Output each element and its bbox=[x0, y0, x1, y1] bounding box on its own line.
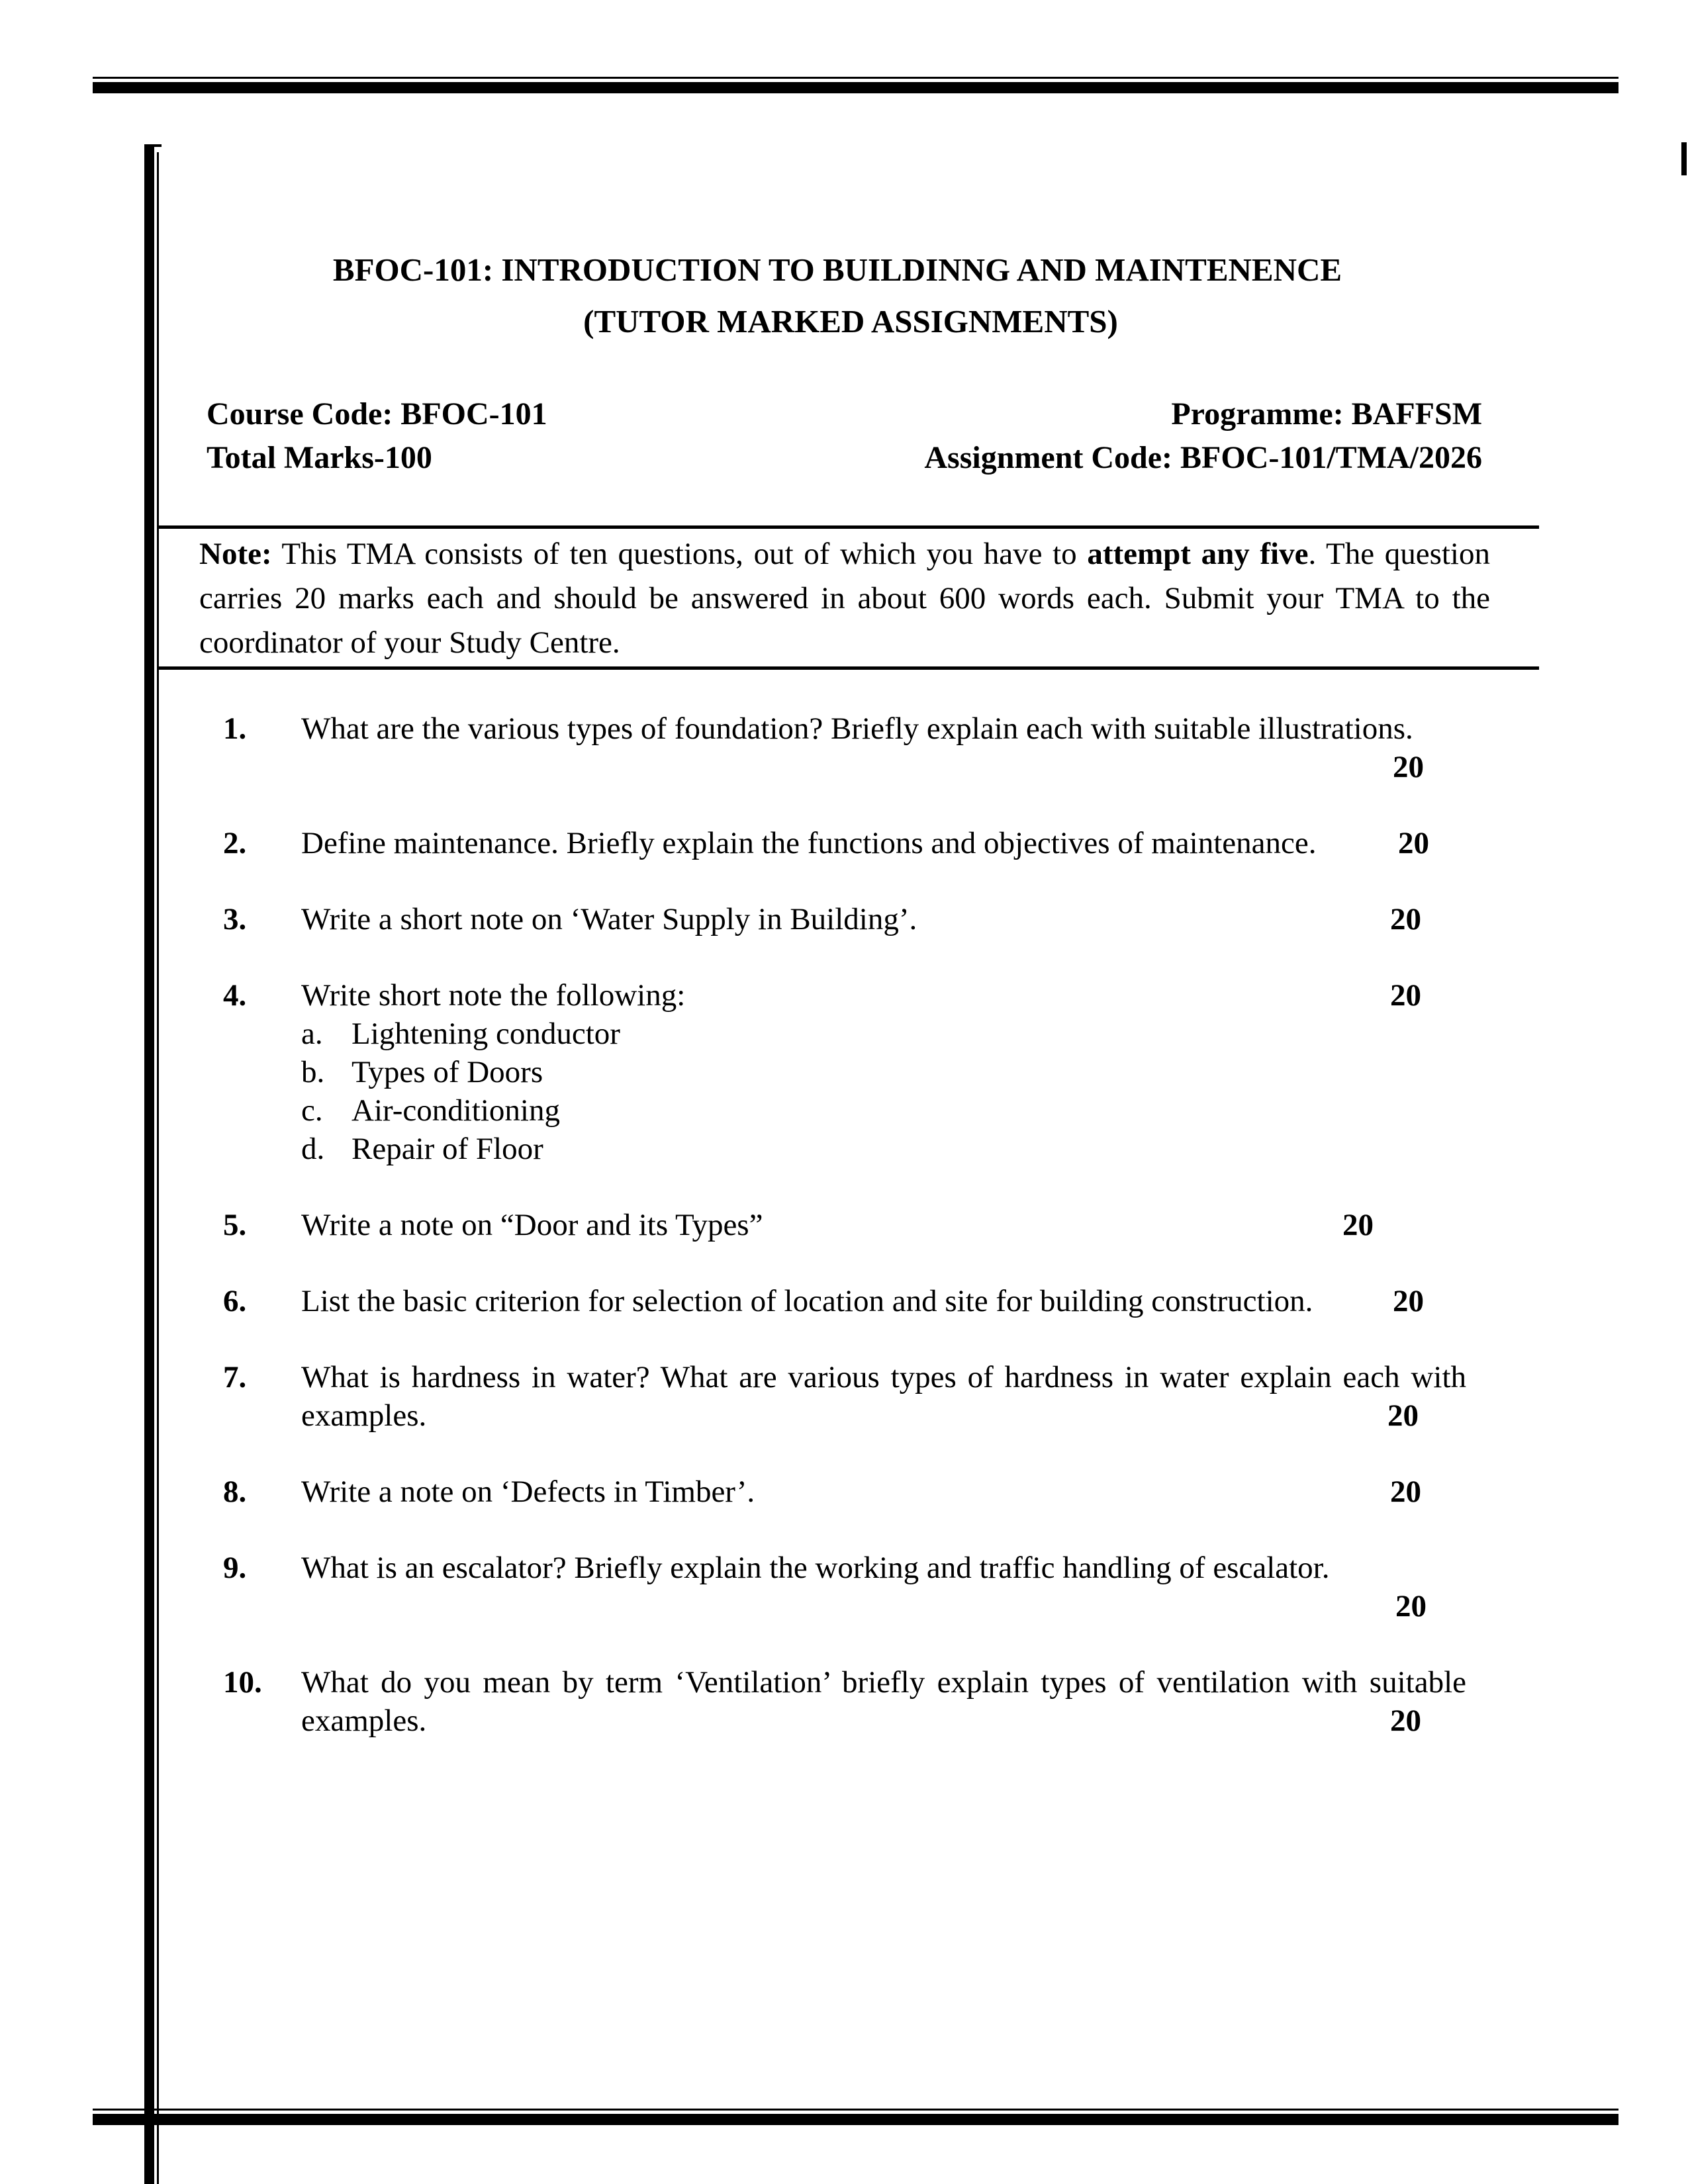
question-number: 6. bbox=[223, 1284, 247, 1318]
left-rule-thin bbox=[157, 152, 159, 2184]
question-number: 1. bbox=[223, 711, 247, 746]
question-number: 2. bbox=[223, 826, 247, 860]
question-text: Write a note on “Door and its Types” bbox=[301, 1208, 763, 1242]
document-title: BFOC-101: INTRODUCTION TO BUILDINNG AND MAINTENENCE bbox=[332, 251, 1342, 288]
question-text: List the basic criterion for selection of location and site for building construction. bbox=[301, 1284, 1313, 1318]
question-number: 10. bbox=[223, 1665, 262, 1700]
course-code: Course Code: BFOC-101 bbox=[207, 396, 547, 432]
note-text bbox=[199, 532, 1490, 665]
sub-item-text: Repair of Floor bbox=[352, 1132, 543, 1166]
question-number: 5. bbox=[223, 1208, 247, 1242]
question-number: 4. bbox=[223, 978, 247, 1013]
question-marks: 20 bbox=[1398, 826, 1429, 860]
question-marks: 20 bbox=[1387, 1398, 1419, 1433]
note-label: Note: bbox=[199, 537, 272, 571]
question-text: What do you mean by term ‘Ventilation’ briefly explain types of ventilation with suitable examples. bbox=[301, 1665, 1466, 1738]
bottom-rule-thick bbox=[93, 2114, 1618, 2125]
sub-item-label: b. bbox=[301, 1055, 325, 1089]
question-number: 3. bbox=[223, 902, 247, 936]
question-text: Write short note the following: bbox=[301, 978, 686, 1013]
question-text: What is an escalator? Briefly explain the working and traffic handling of escalator. bbox=[301, 1551, 1330, 1585]
question-marks: 20 bbox=[1342, 1208, 1374, 1242]
question-text: What is hardness in water? What are various types of hardness in water explain each with examples. bbox=[301, 1360, 1466, 1433]
note-text-before: This TMA consists of ten questions, out of which you have to bbox=[271, 537, 1088, 571]
document-subtitle: (TUTOR MARKED ASSIGNMENTS) bbox=[583, 303, 1118, 340]
question-marks: 20 bbox=[1393, 1284, 1424, 1318]
right-rule-fragment bbox=[1681, 142, 1687, 175]
question-text: Write a note on ‘Defects in Timber’. bbox=[301, 1475, 755, 1509]
sub-item bbox=[301, 1130, 543, 1168]
question-text: Write a short note on ‘Water Supply in Building’. bbox=[301, 902, 917, 936]
top-rule-thin bbox=[93, 77, 1618, 79]
sub-item bbox=[301, 1015, 620, 1053]
question-number: 8. bbox=[223, 1475, 247, 1509]
sub-item-text: Types of Doors bbox=[352, 1055, 543, 1089]
bottom-rule-thin bbox=[93, 2109, 1618, 2111]
sub-item-label: c. bbox=[301, 1093, 323, 1128]
question-marks: 20 bbox=[1395, 1589, 1427, 1623]
sub-item-label: a. bbox=[301, 1017, 323, 1051]
sub-item bbox=[301, 1091, 560, 1130]
note-text-after: . The question carries 20 marks each and should be answered in about 600 words each. Submit your TMA to the coordinator of your Study Centre. bbox=[199, 537, 1490, 660]
question-marks: 20 bbox=[1390, 978, 1421, 1013]
total-marks: Total Marks-100 bbox=[207, 440, 432, 475]
question-marks: 20 bbox=[1390, 1704, 1421, 1738]
left-rule-thick bbox=[144, 144, 154, 2184]
sub-item bbox=[301, 1053, 543, 1091]
top-rule-thick bbox=[93, 82, 1618, 93]
note-top-rule bbox=[157, 525, 1539, 529]
programme: Programme: BAFFSM bbox=[1171, 396, 1482, 432]
question-text: Define maintenance. Briefly explain the functions and objectives of maintenance. bbox=[301, 826, 1317, 860]
question-marks: 20 bbox=[1390, 902, 1421, 936]
question-number: 9. bbox=[223, 1551, 247, 1585]
left-rule-cap bbox=[144, 144, 162, 147]
sub-item-text: Lightening conductor bbox=[352, 1017, 620, 1051]
sub-item-text: Air-conditioning bbox=[352, 1093, 560, 1128]
question-marks: 20 bbox=[1390, 1475, 1421, 1509]
note-bottom-rule bbox=[157, 666, 1539, 670]
question-marks: 20 bbox=[1393, 750, 1424, 784]
question-text: What are the various types of foundation? Briefly explain each with suitable illustrations. bbox=[301, 711, 1413, 746]
assignment-code: Assignment Code: BFOC-101/TMA/2026 bbox=[924, 440, 1482, 475]
note-emphasis: attempt any five bbox=[1087, 537, 1309, 571]
sub-item-label: d. bbox=[301, 1132, 325, 1166]
question-number: 7. bbox=[223, 1360, 247, 1394]
